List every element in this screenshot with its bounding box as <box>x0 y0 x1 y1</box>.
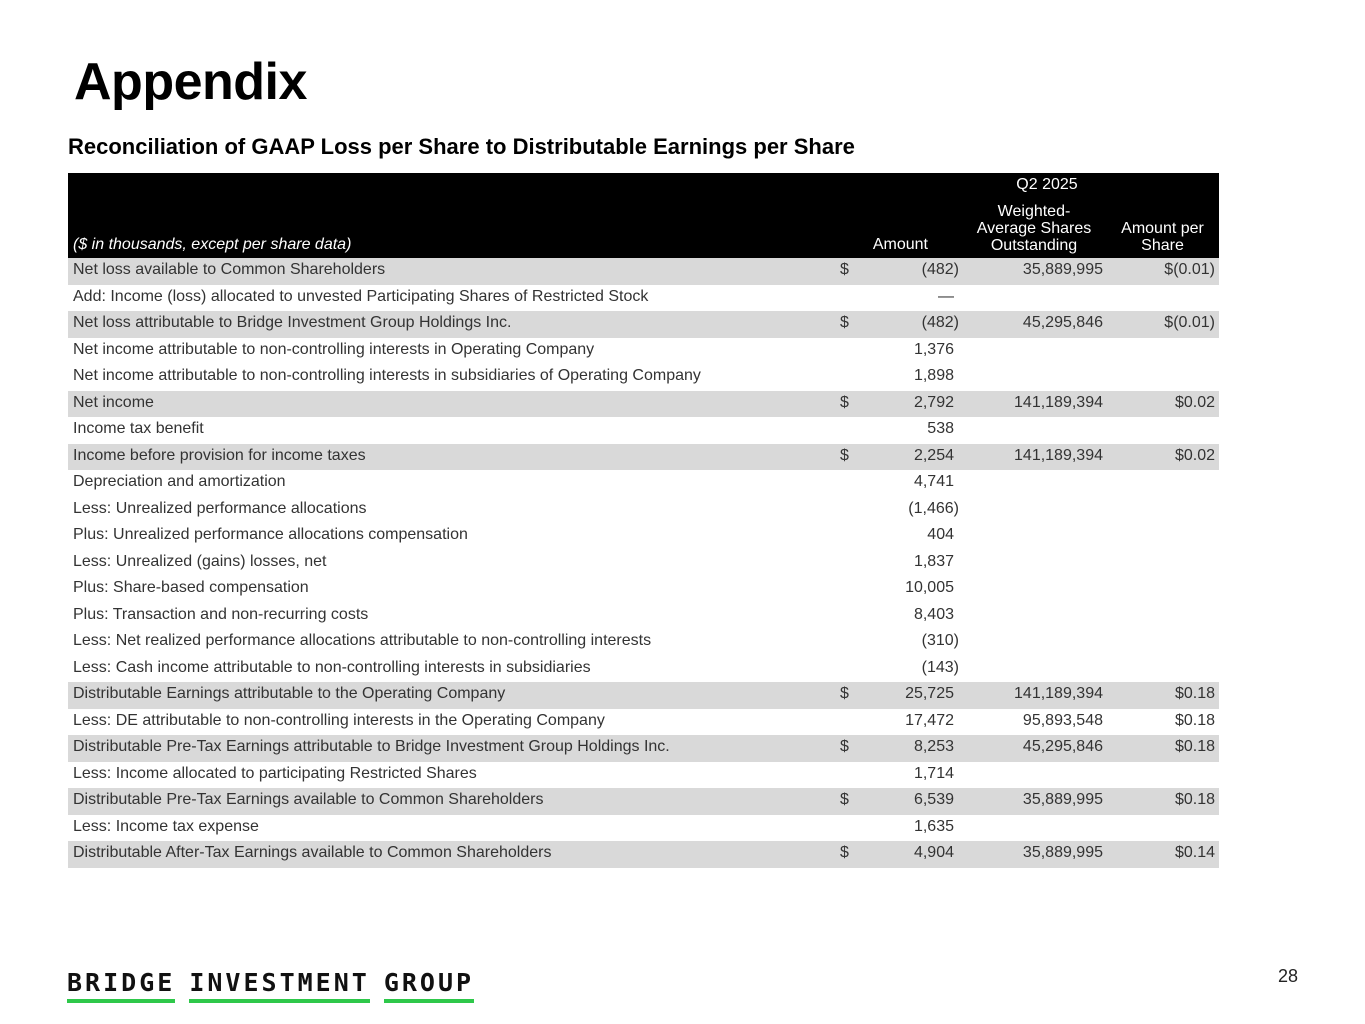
amount-cell: 1,898 <box>913 367 954 384</box>
amount-cell: 10,005 <box>905 579 954 596</box>
amount-cell: (482) <box>921 314 959 331</box>
amount-cell: 4,741 <box>913 473 954 490</box>
table-row <box>68 603 1219 630</box>
table-row <box>68 523 1219 550</box>
amount-cell: 1,376 <box>913 340 954 358</box>
currency-symbol: $ <box>840 261 849 278</box>
reconciliation-table <box>68 173 1219 868</box>
amount-cell: 2,792 <box>913 393 954 411</box>
weighted-shares-column-header: Weighted- Average Shares Outstanding <box>976 203 1092 254</box>
row-label: Plus: Share-based compensation <box>73 579 309 596</box>
table-row <box>68 285 1219 312</box>
weighted-shares-cell: 45,295,846 <box>1022 738 1103 755</box>
table-row <box>68 815 1219 842</box>
per-share-cell: $0.02 <box>1174 446 1215 464</box>
table-row <box>68 735 1219 762</box>
row-label: Distributable Pre-Tax Earnings attributable to Bridge Investment Group Holdings Inc. <box>73 738 670 755</box>
amount-cell: 17,472 <box>905 711 954 729</box>
logo-word: GROUP <box>384 968 474 1003</box>
per-share-cell: $(0.01) <box>1164 261 1215 278</box>
amount-cell: 1,714 <box>913 764 954 782</box>
weighted-shares-cell: 35,889,995 <box>1022 791 1103 808</box>
row-label: Less: Cash income attributable to non-controlling interests in subsidiaries <box>73 658 591 676</box>
weighted-shares-cell: 141,189,394 <box>1014 393 1103 411</box>
bridge-logo <box>67 968 474 1003</box>
amount-cell: 1,635 <box>913 817 954 835</box>
per-share-cell: $0.18 <box>1174 685 1215 702</box>
table-row <box>68 470 1219 497</box>
table-row <box>68 417 1219 444</box>
currency-symbol: $ <box>840 844 849 861</box>
amount-cell: 2,254 <box>913 446 954 464</box>
table-row <box>68 497 1219 524</box>
row-label: Net income attributable to non-controlling interests in Operating Company <box>73 340 595 358</box>
per-share-cell: $0.18 <box>1174 791 1215 808</box>
amount-cell: (143) <box>921 658 959 676</box>
logo-word: BRIDGE <box>67 968 175 1003</box>
page-number: 28 <box>1278 966 1299 986</box>
amount-cell: 4,904 <box>913 844 954 861</box>
table-title: Reconciliation of GAAP Loss per Share to Distributable Earnings per Share <box>68 134 855 159</box>
row-label: Net loss attributable to Bridge Investment Group Holdings Inc. <box>73 314 512 331</box>
row-label: Plus: Unrealized performance allocations compensation <box>73 526 468 543</box>
amount-cell: 8,253 <box>913 738 954 755</box>
row-label: Less: Unrealized (gains) losses, net <box>73 552 327 570</box>
row-label: Net income <box>73 393 154 411</box>
amount-cell: (482) <box>921 261 959 278</box>
table-row <box>68 391 1219 418</box>
amount-cell: — <box>938 287 954 305</box>
weighted-shares-cell: 95,893,548 <box>1022 711 1103 729</box>
amount-cell: 1,837 <box>913 552 954 570</box>
row-label: Depreciation and amortization <box>73 473 286 490</box>
row-label: Income tax benefit <box>73 420 204 437</box>
logo-word: INVESTMENT <box>189 968 370 1003</box>
row-label: Add: Income (loss) allocated to unvested Participating Shares of Restricted Stock <box>73 287 649 305</box>
table-row <box>68 576 1219 603</box>
table-row <box>68 841 1219 868</box>
table-row <box>68 682 1219 709</box>
table-row <box>68 629 1219 656</box>
per-share-cell: $0.02 <box>1174 393 1215 411</box>
weighted-shares-cell: 35,889,995 <box>1022 261 1103 278</box>
amount-cell: 538 <box>927 420 954 437</box>
row-label: Plus: Transaction and non-recurring costs <box>73 605 369 623</box>
table-row <box>68 788 1219 815</box>
row-label: Income before provision for income taxes <box>73 446 366 464</box>
amount-cell: 8,403 <box>913 605 954 623</box>
table-header <box>68 173 1219 258</box>
weighted-shares-cell: 35,889,995 <box>1022 844 1103 861</box>
row-label: Less: Unrealized performance allocations <box>73 499 367 517</box>
weighted-shares-cell: 141,189,394 <box>1014 685 1103 702</box>
row-label: Net income attributable to non-controlling interests in subsidiaries of Operating Company <box>73 367 701 384</box>
table-row <box>68 656 1219 683</box>
table-row <box>68 311 1219 338</box>
amount-cell: 25,725 <box>905 685 954 702</box>
table-body <box>68 258 1219 868</box>
period-header: Q2 2025 <box>1016 176 1078 193</box>
units-note: ($ in thousands, except per share data) <box>73 236 352 253</box>
per-share-cell: $0.18 <box>1174 711 1215 729</box>
row-label: Less: Income tax expense <box>73 817 259 835</box>
table-row <box>68 762 1219 789</box>
table-row <box>68 709 1219 736</box>
currency-symbol: $ <box>840 738 849 755</box>
table-row <box>68 444 1219 471</box>
amount-cell: 404 <box>927 526 954 543</box>
row-label: Distributable Earnings attributable to the Operating Company <box>73 685 506 702</box>
currency-symbol: $ <box>840 314 849 331</box>
page-title: Appendix <box>74 53 307 111</box>
currency-symbol: $ <box>840 791 849 808</box>
amount-cell: (310) <box>921 632 959 649</box>
amount-column-header: Amount <box>872 236 928 253</box>
table-row <box>68 338 1219 365</box>
row-label: Less: Net realized performance allocations attributable to non-controlling interests <box>73 632 652 649</box>
table-row <box>68 364 1219 391</box>
weighted-shares-cell: 141,189,394 <box>1014 446 1103 464</box>
per-share-cell: $(0.01) <box>1164 314 1215 331</box>
per-share-column-header: Amount per Share <box>1121 220 1204 254</box>
weighted-shares-cell: 45,295,846 <box>1022 314 1103 331</box>
table-row <box>68 550 1219 577</box>
amount-cell: (1,466) <box>908 499 959 517</box>
per-share-cell: $0.18 <box>1174 738 1215 755</box>
row-label: Net loss available to Common Shareholders <box>73 261 386 278</box>
row-label: Less: DE attributable to non-controlling interests in the Operating Company <box>73 711 605 729</box>
currency-symbol: $ <box>840 393 849 411</box>
row-label: Distributable After-Tax Earnings available to Common Shareholders <box>73 844 552 861</box>
currency-symbol: $ <box>840 446 849 464</box>
row-label: Distributable Pre-Tax Earnings available to Common Shareholders <box>73 791 544 808</box>
per-share-cell: $0.14 <box>1174 844 1215 861</box>
table-row <box>68 258 1219 285</box>
row-label: Less: Income allocated to participating Restricted Shares <box>73 764 477 782</box>
currency-symbol: $ <box>840 685 849 702</box>
amount-cell: 6,539 <box>913 791 954 808</box>
